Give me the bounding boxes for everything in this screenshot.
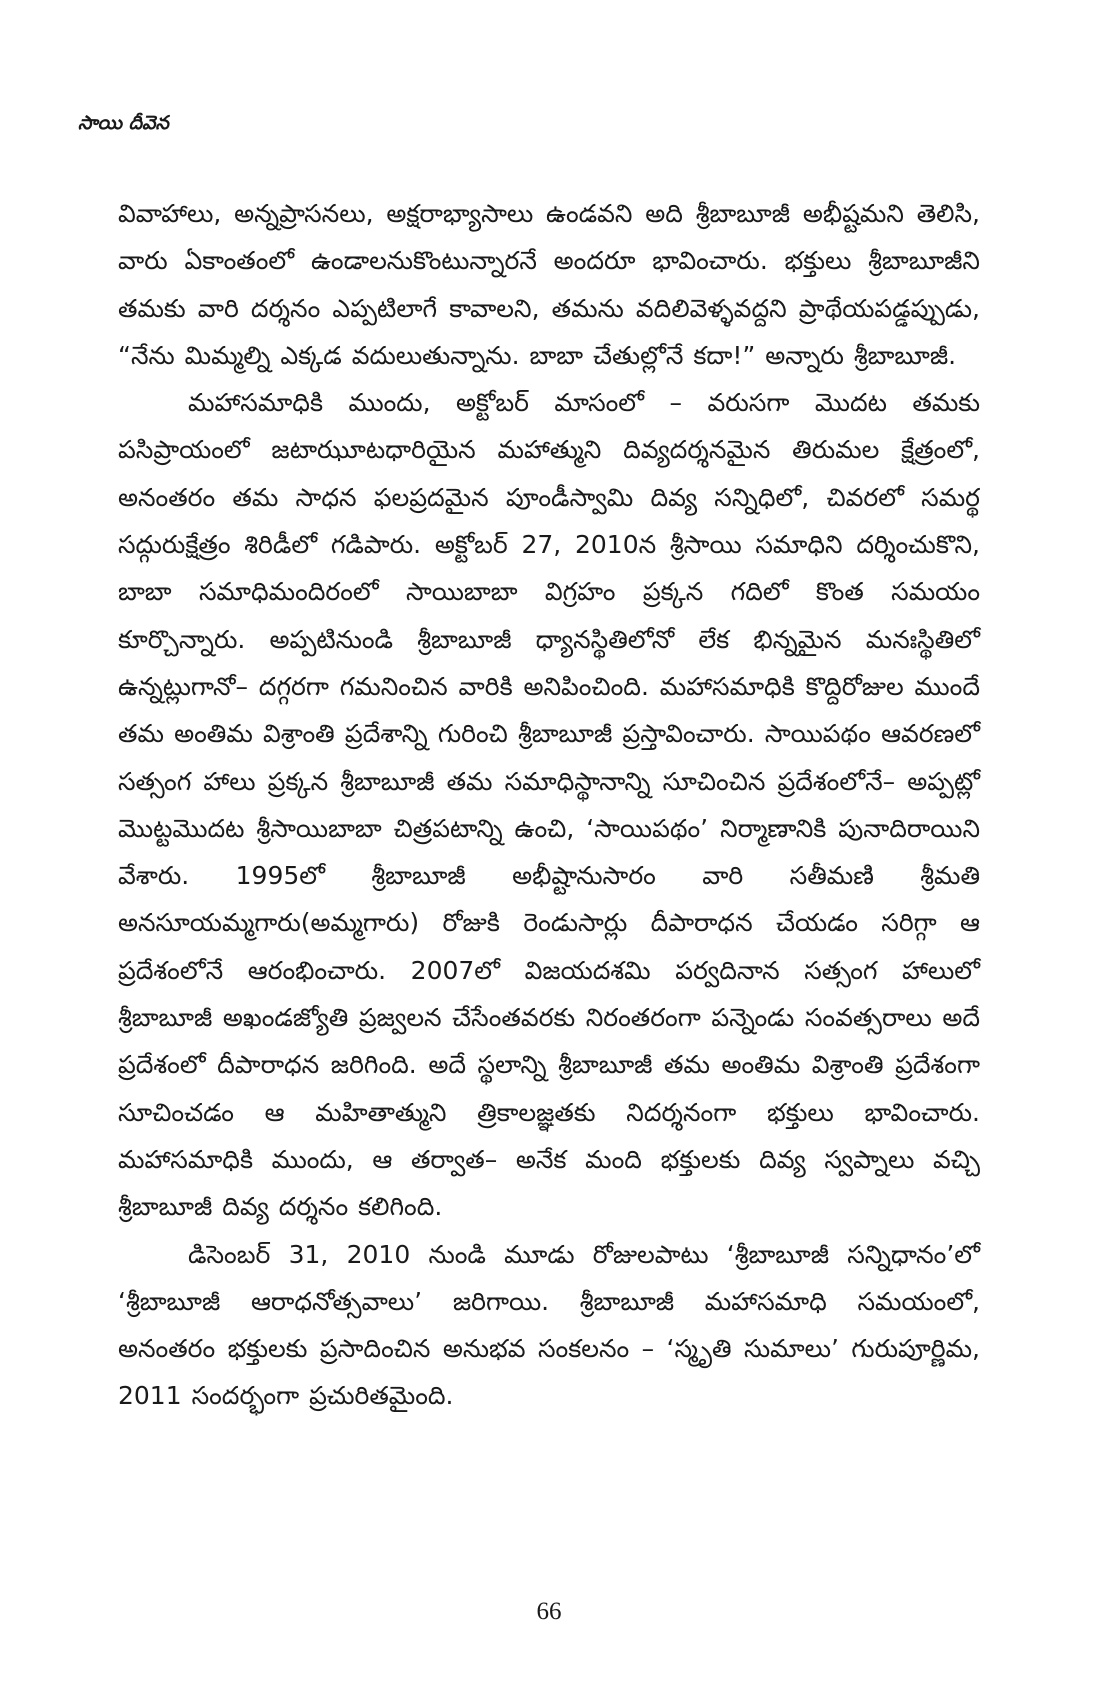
paragraph-3: డిసెంబర్ 31, 2010 నుండి మూడు రోజులపాటు ‘శ్రీబాబూజీ సన్నిధానం’లో ‘శ్రీబాబూజీ ఆరాధనోత్సవాలు’ జరిగాయి. శ్రీబాబూజీ మహాసమాధి సమయంలో, అనంతరం భక్తులకు ప్రసాదించిన అనుభవ సంకలనం – ‘స్మృతి సుమాలు’ గురుపూర్ణిమ, 2011 సందర్భంగా ప్రచురితమైంది.: [118, 1239, 980, 1411]
paragraph-2: మహాసమాధికి ముందు, అక్టోబర్ మాసంలో – వరుసగా మొదట తమకు పసిప్రాయంలో జటాఝూటధారియైన మహాత్ముని దివ్యదర్శనమైన తిరుమల క్షేత్రంలో, అనంతరం తమ సాధన ఫలప్రదమైన పూండీస్వామి దివ్య సన్నిధిలో, చివరలో సమర్థ సద్గురుక్షేత్రం శిరిడీలో గడిపారు. అక్టోబర్ 27, 2010న శ్రీసాయి సమాధిని దర్శించుకొని, బాబా సమాధిమందిరంలో సాయిబాబా విగ్రహం ప్రక్కన గదిలో కొంత సమయం కూర్చొన్నారు. అప్పటినుండి శ్రీబాబూజీ ధ్యానస్థితిలోనో లేక భిన్నమైన మనఃస్థితిలో ఉన్నట్లుగానో– దగ్గరగా గమనించిన వారికి అనిపించింది. మహాసమాధికి కొద్దిరోజుల ముందే తమ అంతిమ విశ్రాంతి ప్రదేశాన్ని గురించి శ్రీబాబూజీ ప్రస్తావించారు. సాయిపథం ఆవరణలో సత్సంగ హాలు ప్రక్కన శ్రీబాబూజీ తమ సమాధిస్థానాన్ని సూచించిన ప్రదేశంలోనే– అప్పట్లో మొట్టమొదట శ్రీసాయిబాబా చిత్రపటాన్ని ఉంచి, ‘సాయిపథం’ నిర్మాణానికి పునాదిరాయిని వేశారు. 1995లో శ్రీబాబూజీ అభీష్టానుసారం వారి సతీమణి శ్రీమతి అనసూయమ్మగారు(అమ్మగారు) రోజుకి రెండుసార్లు దీపారాధన చేయడం సరిగ్గా ఆ ప్రదేశంలోనే ఆరంభించారు. 2007లో విజయదశమి పర్వదినాన సత్సంగ హాలులో శ్రీబాబూజీ అఖండజ్యోతి ప్రజ్వలన చేసేంతవరకు నిరంతరంగా పన్నెండు సంవత్సరాలు అదే ప్రదేశంలో దీపారాధన జరిగింది. అదే స్థలాన్ని శ్రీబాబూజీ తమ అంతిమ విశ్రాంతి ప్రదేశంగా సూచించడం ఆ మహితాత్ముని త్రికాలజ్ఞతకు నిదర్శనంగా భక్తులు భావించారు. మహాసమాధికి ముందు, ఆ తర్వాత– అనేక మంది భక్తులకు దివ్య స్వప్నాలు వచ్చి శ్రీబాబూజీ దివ్య దర్శనం కలిగింది.: [118, 388, 980, 1222]
page-number: 66: [536, 1598, 562, 1625]
text-body: [118, 190, 980, 1420]
running-header: సాయి దీవెన: [78, 112, 169, 134]
paragraph-1: వివాహాలు, అన్నప్రాసనలు, అక్షరాభ్యాసాలు ఉండవని అది శ్రీబాబూజీ అభీష్టమని తెలిసి, వారు ఏకాంతంలో ఉండాలనుకొంటున్నారనే అందరూ భావించారు. భక్తులు శ్రీబాబూజీని తమకు వారి దర్శనం ఎప్పటిలాగే కావాలని, తమను వదిలివెళ్ళవద్దని ప్రాథేయపడ్డప్పుడు, “నేను మిమ్మల్ని ఎక్కడ వదులుతున్నాను. బాబా చేతుల్లోనే కదా!” అన్నారు శ్రీబాబూజీ.: [118, 199, 980, 370]
